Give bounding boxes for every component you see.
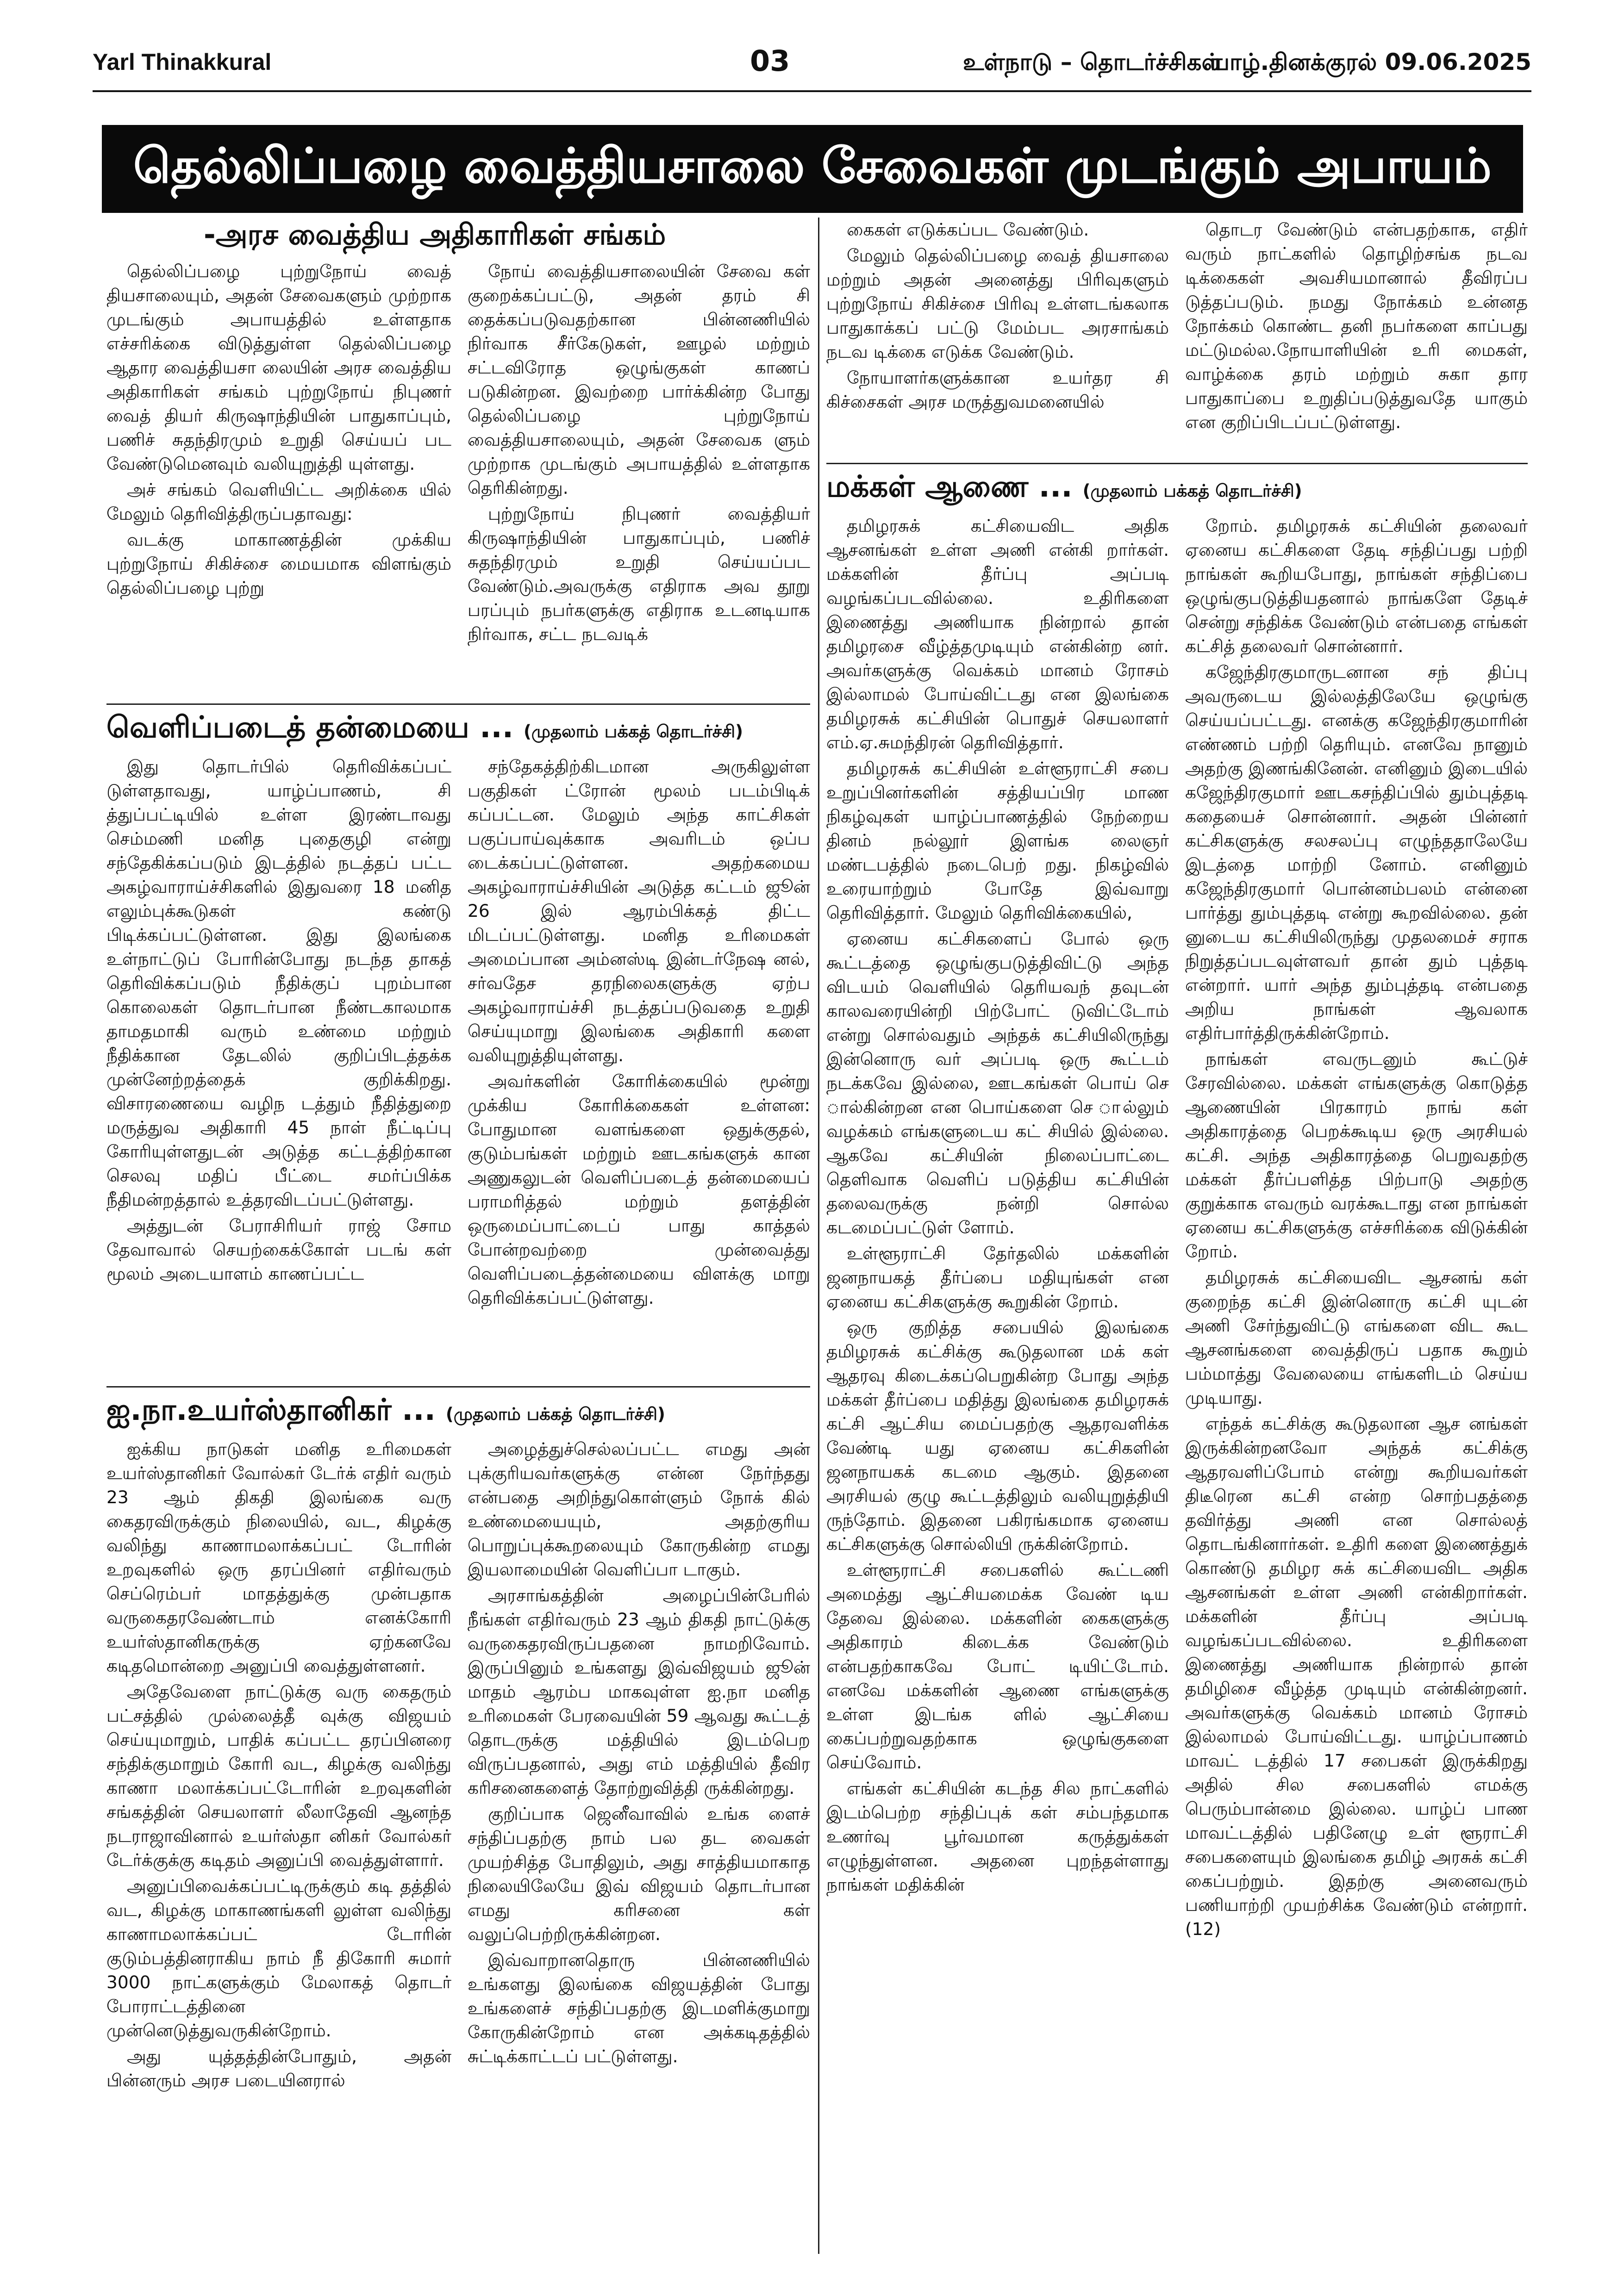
story2-title-text: வெளிப்படைத் தன்மையை ... [106, 710, 513, 745]
paragraph: அத்துடன் பேராசிரியர் ராஜ் சோம தேவாவால் செயற்கைக்கோள் படங் கள் மூலம் அடையாளம் காணப்பட்ட [106, 1215, 451, 1284]
paragraph: ஐக்கிய நாடுகள் மனித உரிமைகள் உயர்ஸ்தானிகர் வோல்கர் டேர்க் எதிர் வரும் 23 ஆம் திகதி இலங்கை வரு கைதரவிருக்கும் நிலையில், வட, கிழக்கு வலிந்து காணாமலாக்கப்பட் டோரின் உறவுகளில் ஒரு தரப்பினர் எதிர்வரும் செப்ரெம்பர் மாதத்துக்கு முன்பதாக வருகைதரவேண்டாம் எனக்கோரி உயர்ஸ்தானிகருக்கு ஏற்கனவே கடிதமொன்றை அனுப்பி வைத்துள்ளனர். [106, 1439, 451, 1676]
section-name: உள்நாடு – தொடர்ச்சிகள் [963, 49, 1223, 75]
paragraph: கைகள் எடுக்கப்பட வேண்டும். [847, 219, 1089, 240]
paragraph: அனுப்பிவைக்கப்பட்டிருக்கும் கடி தத்தில் வட, கிழக்கு மாகாணங்களி லுள்ள வலிந்து காணாமலாக்கப்பட் டோரின் குடும்பத்தினராகிய நாம் நீ திகோரி சுமார் 3000 நாட்களுக்கும் மேலாகத் தொடர் போராட்டத்தினை முன்னெடுத்துவருகின்றோம். [106, 1876, 451, 2041]
divider [826, 463, 1528, 464]
paragraph: புற்றுநோய் நிபுணர் வைத்தியர் கிருஷாந்தியின் பாதுகாப்பும், பணிச் சுதந்திரமும் உறுதி செய்யப்பட வேண்டும்.அவருக்கு எதிராக அவ தூறு பரப்பும் நபர்களுக்கு எதிராக உடனடியாக நிர்வாக, சட்ட நடவடிக் [468, 504, 810, 644]
newspaper-name: Yarl Thinakkural [93, 49, 272, 75]
story1-column-3 [826, 218, 1169, 454]
paragraph: உள்ளூராட்சி தேர்தலில் மக்களின் ஜனநாயகத் தீர்ப்பை மதியுங்கள் என ஏனைய கட்சிகளுக்கு கூறுகின் றோம். [826, 1243, 1169, 1312]
story4-title-text: மக்கள் ஆணை ... [826, 470, 1073, 504]
paragraph: றோம். தமிழரசுக் கட்சியின் தலைவர் ஏனைய கட்சிகளை தேடி சந்திப்பது பற்றி நாங்கள் கூறியபோது, நாங்கள் சந்திப்பை ஒழுங்குபடுத்தியதனால் நாங்களே தேடிச் சென்று சந்திக்க வேண்டும் என்பதை எங்கள் கட்சித் தலைவர் சொன்னார். [1185, 516, 1528, 656]
continuation-note: (முதலாம் பக்கத் தொடர்ச்சி) [524, 722, 743, 741]
story3-title [106, 1393, 665, 1431]
continuation-note: (முதலாம் பக்கத் தொடர்ச்சி) [445, 1404, 665, 1424]
page-number: 03 [750, 44, 790, 78]
story3-column-1 [106, 1437, 451, 2261]
paragraph: அதேவேளை நாட்டுக்கு வரு கைதரும் பட்சத்தில் முல்லைத்தீ வுக்கு விஜயம் செய்யுமாறும், பாதிக் கப்பட்ட தரப்பினரை சந்திக்குமாறும் கோரி வட, கிழக்கு வலிந்து காணா மலாக்கப்பட்டோரின் உறவுகளின் சங்கத்தின் செயலாளர் லீலாதேவி ஆனந்த நடராஜாவினால் உயர்ஸ்தா னிகர் வோல்கர் டேர்க்குக்கு கடிதம் அனுப்பி வைத்துள்ளார். [106, 1681, 451, 1870]
paragraph: தொடர வேண்டும் என்பதற்காக, எதிர் வரும் நாட்களில் தொழிற்சங்க நடவ டிக்கைகள் அவசியமானால் தீவிரப்ப டுத்தப்படும். நமது நோக்கம் உன்னத நோக்கம் கொண்ட தனி நபர்களை காப்பது மட்டுமல்ல.நோயாளியின் உரி மைகள், வாழ்க்கை தரம் மற்றும் சுகா தார பாதுகாப்பை உறுதிப்படுத்துவதே யாகும் என குறிப்பிடப்பட்டுள்ளது. [1185, 219, 1528, 432]
paragraph: எந்தக் கட்சிக்கு கூடுதலான ஆச னங்கள் இருக்கின்றனவோ அந்தக் கட்சிக்கு ஆதரவளிப்போம் என்று கூறியவர்கள் திடீரென கட்சி என்ற சொற்பதத்தை தவிர்த்து அணி என சொல்லத் தொடங்கினார்கள். உதிரி களை இணைத்துக் கொண்டு தமிழர சுக் கட்சியைவிட அதிக ஆசனங்கள் உள்ள அணி என்கிறார்கள். மக்களின் தீர்ப்பு அப்படி வழங்கப்படவில்லை. உதிரிகளை இணைத்து அணியாக நின்றால் தான் தமிழிசை வீழ்த்த முடியும் என்கின்றனர். அவர்களுக்கு வெக்கம் மானம் ரோசம் இல்லாமல் போய்விட்டது. யாழ்ப்பாணம் மாவட் டத்தில் 17 சபைகள் இருக்கிறது அதில் சில சபைகளில் எமக்கு பெரும்பான்மை இல்லை. யாழ்ப் பாண மாவட்டத்தில் பதினேழு உள் ளூராட்சி சபைகளையும் இலங்கை தமிழ் அரசுக் கட்சி கைப்பற்றும். இதற்கு அனைவரும் பணியாற்றி முயற்சிக்க வேண்டும் என்றார்.(12) [1185, 1413, 1528, 1939]
paragraph: நாங்கள் எவருடனும் கூட்டுச் சேரவில்லை. மக்கள் எங்களுக்கு கொடுத்த ஆணையின் பிரகாரம் நாங் கள் அதிகாரத்தை பெறக்கூடிய ஒரு அரசியல் கட்சி. அந்த அதிகாரத்தை பெறுவதற்கு மக்கள் தீர்ப்பளித்த பிற்பாடு அதற்கு குறுக்காக எவரும் வரக்கூடாது என நாங்கள் ஏனைய கட்சிகளுக்கு எச்சரிக்கை விடுக்கின் றோம். [1185, 1049, 1528, 1262]
paragraph: தெல்லிப்பழை புற்றுநோய் வைத் தியசாலையும், அதன் சேவைகளும் முற்றாக முடங்கும் அபாயத்தில் உள்ளதாக எச்சரிக்கை விடுத்துள்ள தெல்லிப்பழை ஆதார வைத்தியசா லையின் அரச வைத்திய அதிகாரிகள் சங்கம் புற்றுநோய் நிபுணர் வைத் தியர் கிருஷாந்தியின் பாதுகாப்பும், பணிச் சுதந்திரமும் உறுதி செய்யப் பட வேண்டுமெனவும் வலியுறுத்தி யுள்ளது. [106, 261, 451, 474]
story2-column-2 [468, 754, 810, 1379]
paragraph: மேலும் தெல்லிப்பழை வைத் தியசாலை மற்றும் அதன் அனைத்து பிரிவுகளும் புற்றுநோய் சிகிச்சை பிரிவு உள்ளடங்கலாக பாதுகாக்கப் பட்டு மேம்பட அரசாங்கம் நடவ டிக்கை எடுக்க வேண்டும். [826, 245, 1169, 362]
paragraph: ஏனைய கட்சிகளைப் போல் ஒரு கூட்டத்தை ஒழுங்குபடுத்திவிட்டு அந்த விடயம் வெளியில் தெரியவந் தவுடன் காலவரையின்றி பிற்போட் டுவிட்டோம் என்று சொல்வதும் அந்தக் கட்சியிலிருந்து இன்னொரு வர் அப்படி ஒரு கூட்டம் நடக்கவே இல்லை, ஊடகங்கள் பொய் செ ால்கின்றன என பொய்களை செ ால்லும் வழக்கம் எங்களுடைய கட் சியில் இல்லை. ஆகவே கட்சியின் நிலைப்பாட்டை தெளிவாக வெளிப் படுத்திய கட்சியின் தலைவருக்கு நன்றி சொல்ல கடமைப்பட்டுள் ளோம். [826, 928, 1169, 1238]
story2-title [106, 710, 743, 748]
paragraph: இவ்வாறானதொரு பின்னணியில் உங்களது இலங்கை விஜயத்தின் போது உங்களைச் சந்திப்பதற்கு இடமளிக்குமாறு கோருகின்றோம் என அக்கடிதத்தில் சுட்டிக்காட்டப் பட்டுள்ளது. [468, 1950, 810, 2066]
paragraph: அது யுத்தத்தின்போதும், அதன் பின்னரும் அரச படையினரால் [106, 2046, 451, 2091]
continuation-note: (முதலாம் பக்கத் தொடர்ச்சி) [1082, 481, 1302, 501]
paragraph: நோயாளர்களுக்கான உயர்தர சி கிச்சைகள் அரச மருத்துவமனையில் [826, 367, 1169, 412]
paragraph: இது தொடர்பில் தெரிவிக்கப்பட் டுள்ளதாவது, யாழ்ப்பாணம், சி த்துப்பட்டியில் உள்ள இரண்டாவது செம்மணி மனித புதைகுழி என்று சந்தேகிக்கப்படும் இடத்தில் நடத்தப் பட்ட அகழ்வாராய்ச்சிகளில் இதுவரை 18 மனித எலும்புக்கூடுகள் கண்டு பிடிக்கப்பட்டுள்ளன. இது இலங்கை உள்நாட்டுப் போரின்போது நடந்த தாகத் தெரிவிக்கப்படும் நீதிக்குப் புறம்பான கொலைகள் தொடர்பான நீண்டகாலமாக தாமதமாகி வரும் உண்மை மற்றும் நீதிக்கான தேடலில் குறிப்பிடத்தக்க முன்னேற்றத்தைக் குறிக்கிறது. விசாரணையை வழிந டத்தும் நீதித்துறை மருத்துவ அதிகாரி 45 நாள் நீட்டிப்பு கோரியுள்ளதுடன் அடுத்த கட்டத்திற்கான செலவு மதிப் பீட்டை சமர்ப்பிக்க நீதிமன்றத்தால் உத்தரவிடப்பட்டுள்ளது. [106, 756, 451, 1210]
paragraph: உள்ளூராட்சி சபைகளில் கூட்டணி அமைத்து ஆட்சியமைக்க வேண் டிய தேவை இல்லை. மக்களின் கைகளுக்கு அதிகாரம் கிடைக்க வேண்டும் என்பதற்காகவே போட் டியிட்டோம். எனவே மக்களின் ஆணை எங்களுக்கு உள்ள இடங்க ளில் ஆட்சியை கைப்பற்றுவதற்காக ஒழுங்குகளை செய்வோம். [826, 1560, 1169, 1773]
main-headline: தெல்லிப்பழை வைத்தியசாலை சேவைகள் முடங்கும் அபாயம் [102, 125, 1523, 213]
paragraph: குறிப்பாக ஜெனீவாவில் உங்க ளைச் சந்திப்பதற்கு நாம் பல தட வைகள் முயற்சித்த போதிலும், அது சாத்தியமாகாத நிலையிலேயே இவ் விஜயம் தொடர்பான எமது கரிசனை கள் வலுப்பெற்றிருக்கின்றன. [468, 1804, 810, 1944]
paragraph: நோய் வைத்தியசாலையின் சேவை கள் குறைக்கப்பட்டு, அதன் தரம் சி தைக்கப்படுவதற்கான பின்னணியில் நிர்வாக சீர்கேடுகள், ஊழல் மற்றும் சட்டவிரோத ஒழுங்குகள் காணப் படுகின்றன. இவற்றை பார்க்கின்ற போது தெல்லிப்பழை புற்றுநோய் வைத்தியசாலையும், அதன் சேவைக ளும் முற்றாக முடங்கும் அபாயத்தில் உள்ளதாக தெரிகின்றது. [468, 261, 810, 498]
story4-title [826, 470, 1302, 508]
story1-column-2 [468, 259, 810, 708]
story3-column-2 [468, 1437, 810, 2261]
page-header [93, 44, 1531, 95]
paragraph: வடக்கு மாகாணத்தின் முக்கிய புற்றுநோய் சிகிச்சை மையமாக விளங்கும் தெல்லிப்பழை புற்று [106, 529, 451, 598]
story1-column-4 [1185, 218, 1528, 454]
story4-column-2 [1185, 514, 1528, 2259]
paragraph: ஒரு குறித்த சபையில் இலங்கை தமிழரசுக் கட்சிக்கு கூடுதலான மக் கள் ஆதரவு கிடைக்கப்பெறுகின்ற போது அந்த மக்கள் தீர்ப்பை மதித்து இலங்கை தமிழரசுக் கட்சி ஆட்சிய மைப்பதற்கு ஆதரவளிக்க வேண்டி யது ஏனைய கட்சிகளின் ஜனநாயகக் கடமை ஆகும். இதனை அரசியல் குழு கூட்டத்திலும் வலியுறுத்தியி ருந்தோம். இதனை பகிரங்கமாக ஏனைய கட்சிகளுக்கு சொல்லியி ருக்கின்றோம். [826, 1317, 1169, 1554]
subheadline: -அரச வைத்திய அதிகாரிகள் சங்கம் [204, 218, 666, 251]
story3-title-text: ஐ.நா.உயர்ஸ்தானிகர் ... [106, 1393, 436, 1427]
paragraph: கஜேந்திரகுமாருடனான சந் திப்பு அவருடைய இல்லத்திலேயே ஒழுங்கு செய்யப்பட்டது. எனக்கு கஜேந்திரகுமாரின் எண்ணம் பற்றி தெரியும். எனவே நானும் அதற்கு இணங்கினேன். எனினும் இடையில் கஜேந்திரகுமார் ஊடகசந்திப்பில் தும்புத்தடி கதையைச் சொன்னார். அதன் பின்னர் கட்சிகளுக்கு சலசலப்பு எழுந்ததாலேயே இடத்தை மாற்றி னோம். எனினும் கஜேந்திரகுமார் பொன்னம்பலம் என்னை பார்த்து தும்புத்தடி என்று கூறவில்லை. தன் னுடைய கட்சியிலிருந்து முதலமைச் சராக நிறுத்தப்படவுள்ளவர் தான் தும் புத்தடி என்றார். யார் அந்த தும்புத்தடி என்பதை அறிய நாங்கள் ஆவலாக எதிர்பார்த்திருக்கின்றோம். [1185, 662, 1528, 1043]
story4-column-1 [826, 514, 1169, 2259]
divider [106, 703, 810, 705]
paragraph: தமிழரசுக் கட்சியைவிட அதிக ஆசனங்கள் உள்ள அணி என்கி றார்கள். மக்களின் தீர்ப்பு அப்படி வழங்கப்படவில்லை. உதிரிகளை இணைத்து அணியாக நின்றால் தான் தமிழரசை வீழ்த்தமுடியும் என்கின்ற னர். அவர்களுக்கு வெக்கம் மானம் ரோசம் இல்லாமல் போய்விட்டது என இலங்கை தமிழரசுக் கட்சியின் பொதுச் செயலாளர் எம்.ஏ.சுமந்திரன் தெரிவித்தார். [826, 516, 1169, 753]
story1-column-1 [106, 259, 451, 708]
paragraph: அரசாங்கத்தின் அழைப்பின்பேரில் நீங்கள் எதிர்வரும் 23 ஆம் திகதி நாட்டுக்கு வருகைதரவிருப்பதனை நாமறிவோம். இருப்பினும் உங்களது இவ்விஜயம் ஜூன் மாதம் ஆரம்ப மாகவுள்ள ஐ.நா மனித உரிமைகள் பேரவையின் 59 ஆவது கூட்டத் தொடருக்கு மத்தியில் இடம்பெற விருப்பதனால், அது எம் மத்தியில் தீவிர கரிசனைகளைத் தோற்றுவித்தி ருக்கின்றது. [468, 1585, 810, 1798]
story2-column-1 [106, 754, 451, 1379]
divider [106, 1386, 810, 1388]
paragraph: அவர்களின் கோரிக்கையில் மூன்று முக்கிய கோரிக்கைகள் உள்ளன: போதுமான வளங்களை ஒதுக்குதல், குடும்பங்கள் மற்றும் ஊடகங்களுக் கான அணுகலுடன் வெளிப்படைத் தன்மையைப் பராமரித்தல் மற்றும் தளத்தின் ஒருமைப்பாட்டைப் பாது காத்தல் போன்றவற்றை முன்வைத்து வெளிப்படைத்தன்மையை விளக்கு மாறு தெரிவிக்கப்பட்டுள்ளது. [468, 1071, 810, 1308]
paragraph: அழைத்துச்செல்லப்பட்ட எமது அன் புக்குரியவர்களுக்கு என்ன நேர்ந்தது என்பதை அறிந்துகொள்ளும் நோக் கில் உண்மையையும், அதற்குரிய பொறுப்புக்கூறலையும் கோருகின்ற எமது இயலாமையின் வெளிப்பா டாகும். [468, 1439, 810, 1580]
paragraph: எங்கள் கட்சியின் கடந்த சில நாட்களில் இடம்பெற்ற சந்திப்புக் கள் சம்பந்தமாக உணர்வு பூர்வமான கருத்துக்கள் எழுந்துள்ளன. அதனை புறந்தள்ளாது நாங்கள் மதிக்கின் [826, 1778, 1169, 1895]
paragraph: தமிழரசுக் கட்சியைவிட ஆசனங் கள் குறைந்த கட்சி இன்னொரு கட்சி யுடன் அணி சேர்ந்துவிட்டு எங்களை விட கூட ஆசனங்களை வைத்திருப் பதாக கூறும் பம்மாத்து வேலையை எங்களிடம் செய்ய முடியாது. [1185, 1267, 1528, 1408]
paragraph: அச் சங்கம் வெளியிட்ட அறிக்கை யில் மேலும் தெரிவித்திருப்பதாவது: [106, 479, 451, 524]
header-rule [93, 90, 1531, 92]
date-line: யாழ்.தினக்குரல் 09.06.2025 [1210, 49, 1531, 75]
paragraph: தமிழரசுக் கட்சியின் உள்ளூராட்சி சபை உறுப்பினர்களின் சத்தியப்பிர மாண நிகழ்வுகள் யாழ்ப்பாணத்தில் நேற்றைய தினம் நல்லூர் இளங்க லைஞர் மண்டபத்தில் நடைபெற் றது. நிகழ்வில் உரையாற்றும் போதே இவ்வாறு தெரிவித்தார். மேலும் தெரிவிக்கையில், [826, 758, 1169, 923]
paragraph: சந்தேகத்திற்கிடமான அருகிலுள்ள பகுதிகள் ட்ரோன் மூலம் படம்பிடிக் கப்பட்டன. மேலும் அந்த காட்சிகள் பகுப்பாய்வுக்காக அவரிடம் ஒப்ப டைக்கப்பட்டுள்ளன. அதற்கமைய அகழ்வாராய்ச்சியின் அடுத்த கட்டம் ஜூன் 26 இல் ஆரம்பிக்கத் திட்ட மிடப்பட்டுள்ளது. மனித உரிமைகள் அமைப்பான அம்னஸ்டி இன்டர்நேஷ னல், சர்வதேச தரநிலைகளுக்கு ஏற்ப அகழ்வாராய்ச்சி நடத்தப்படுவதை உறுதி செய்யுமாறு இலங்கை அதிகாரி களை வலியுறுத்தியுள்ளது. [468, 756, 810, 1065]
column-divider [818, 218, 819, 2254]
